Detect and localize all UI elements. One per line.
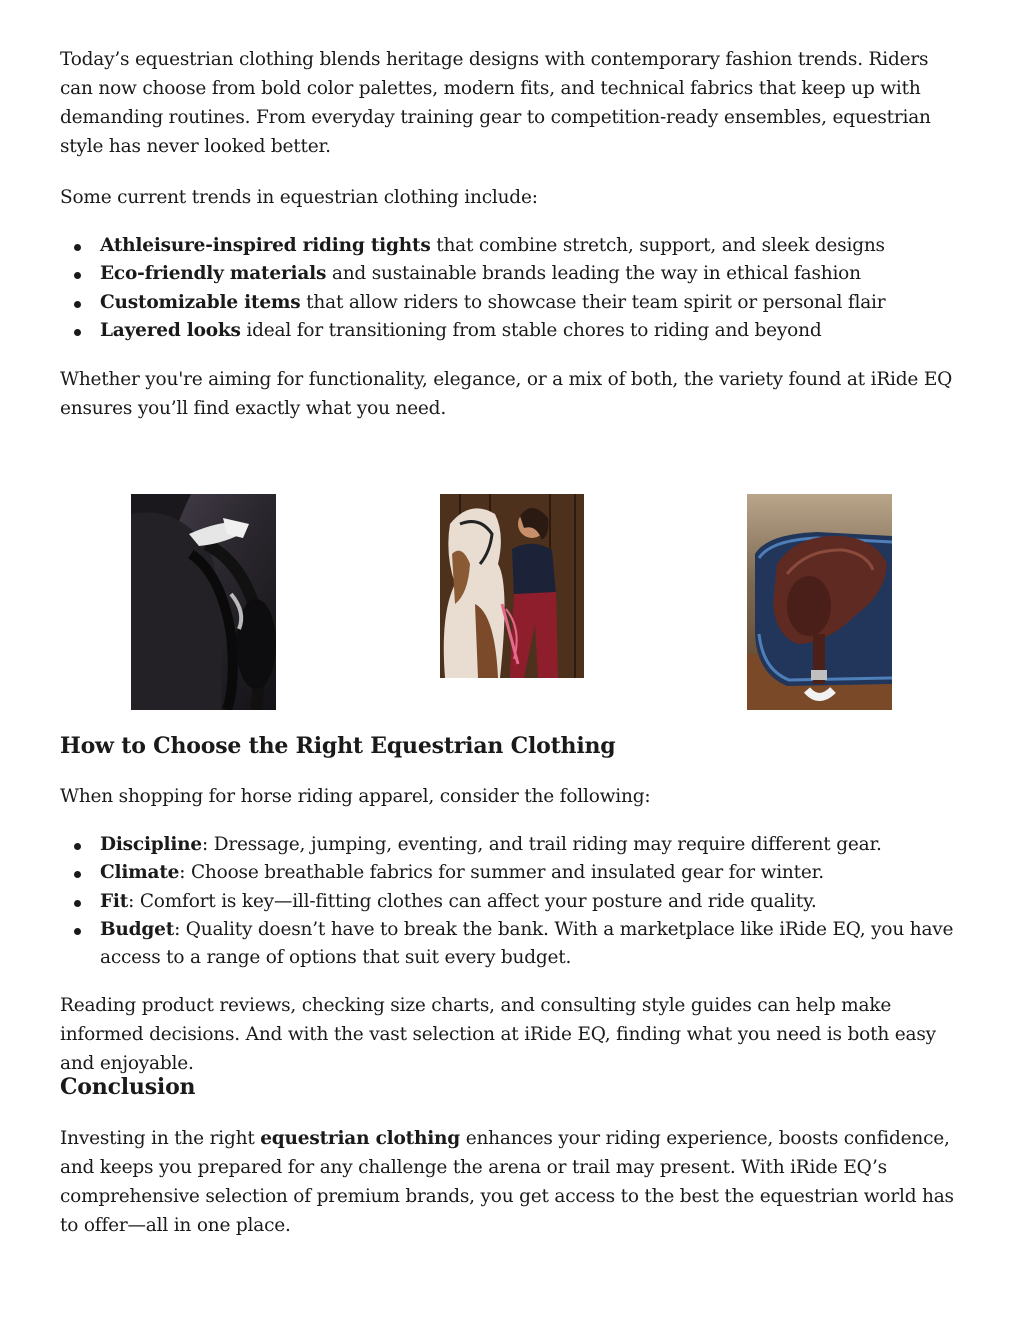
choose-closing-paragraph: Reading product reviews, checking size charts, and consulting style guides can help make informed decisions. And with the vast selection at iRide EQ, finding what you need is both easy and enjoyable. [60,995,936,1074]
brown-saddle-on-navy-pad-photo [747,494,892,710]
choose-list [60,831,960,972]
list-item: Discipline: Dressage, jumping, eventing, and trail riding may require different gear. [60,831,960,859]
list-item: Customizable items that allow riders to showcase their team spirit or personal flair [60,289,960,317]
list-item: Athleisure-inspired riding tights that combine stretch, support, and sleek designs [60,232,960,260]
list-item: Budget: Quality doesn’t have to break the bank. With a marketplace like iRide EQ, you have access to a range of options that suit every budget. [60,916,960,973]
rider-with-pinto-horse-photo [440,494,584,678]
section-heading-conclusion: Conclusion [60,1074,196,1100]
list-item: Layered looks ideal for transitioning from stable chores to riding and beyond [60,317,960,345]
conclusion-paragraph: Investing in the right equestrian clothing enhances your riding experience, boosts confidence, and keeps you prepared for any challenge the arena or trail may present. With iRide EQ’s comprehensive selection of premium brands, you get access to the best the equestrian world has to offer—all in one place. [60,1128,954,1236]
bridle-on-dark-horse-photo [131,494,276,710]
section-heading-choose: How to Choose the Right Equestrian Clothing [60,733,616,759]
trends-intro: Some current trends in equestrian clothing include: [60,187,538,208]
intro-paragraph: Today’s equestrian clothing blends heritage designs with contemporary fashion trends. Riders can now choose from bold color palettes, modern fits, and technical fabrics that keep up with demanding routines. From everyday training gear to competition-ready ensembles, equestrian style has never looked better. [60,49,931,157]
list-item: Eco-friendly materials and sustainable brands leading the way in ethical fashion [60,260,960,288]
list-item: Climate: Choose breathable fabrics for summer and insulated gear for winter. [60,859,960,887]
choose-intro: When shopping for horse riding apparel, consider the following: [60,786,651,807]
variety-paragraph: Whether you're aiming for functionality, elegance, or a mix of both, the variety found at iRide EQ ensures you’ll find exactly what you need. [60,369,953,419]
list-item: Fit: Comfort is key—ill-fitting clothes can affect your posture and ride quality. [60,888,960,916]
trends-list [60,232,960,345]
